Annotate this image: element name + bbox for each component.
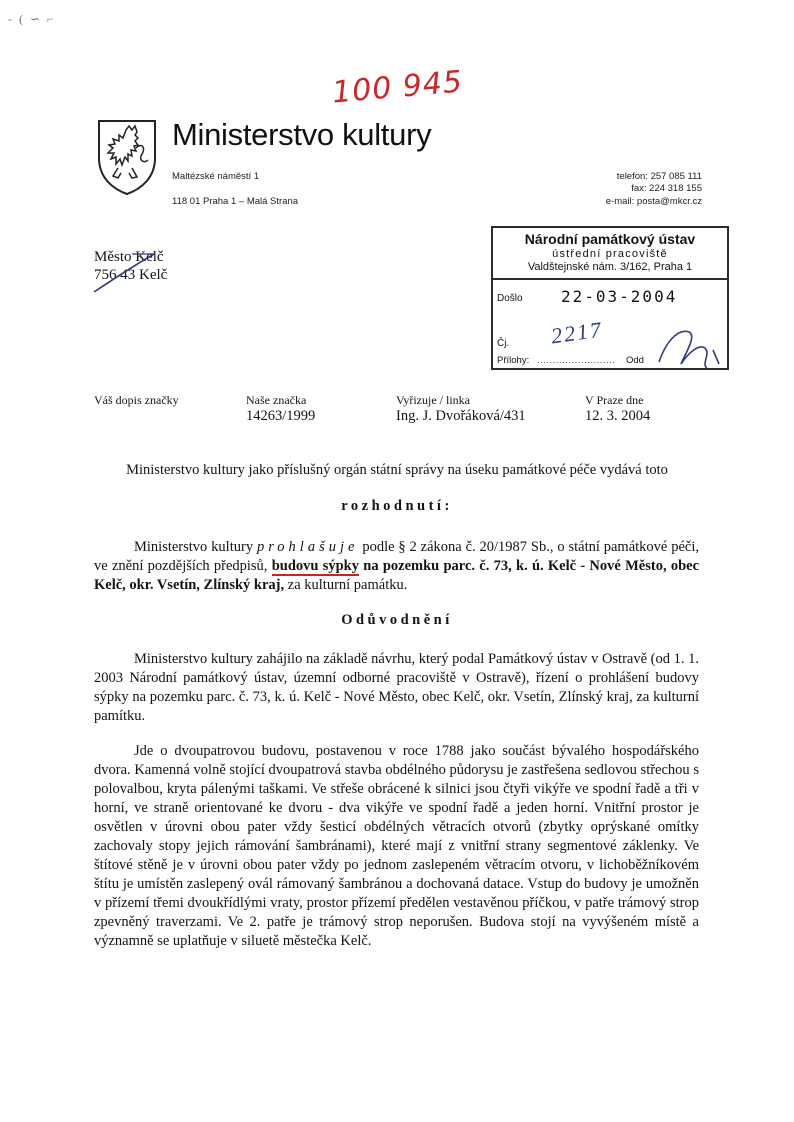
intro-line: Ministerstvo kultury jako příslušný orgán státní správy na úseku památkové péče vydává toto [126, 462, 668, 478]
stamp-attachments-label: Přílohy: [497, 355, 530, 366]
handwritten-number: 100 945 [330, 64, 465, 111]
registry-stamp [491, 226, 729, 370]
ref-place-label: V Praze dne [585, 393, 644, 407]
reasoning-paragraph [94, 650, 699, 726]
ministry-address-street: Maltézské náměstí 1 [172, 171, 260, 182]
stamp-ref-number: 2217 [549, 316, 605, 349]
reasoning-heading: Odůvodnění [341, 612, 453, 628]
reasoning-text-2: Jde o dvoupatrovou budovu, postavenou v roce 1788 jako součást bývalého hospodářského dvora. Kamenná volně stojící dvoupatrová stavba obdélného půdorysu je zastřešena sedlovou střechou s polovalbou, kryta pálenými taškami. Ve střeše obrácené k silnici jsou čtyři vikýře ve spodní řadě a tři v horní, ve straně orientované ke dvoru - dva vikýře ve spodní řadě a jeden horní. Vnitřní prostor je osvětlen v úrovni obou pater vždy šesticí obdélných větracích otvorů (zbytky oprýskané omítky zachovaly stopy jejich rámování šambránami), které mají z vnitřní strany segmentové záklenky. Ve štítové stěně je v úrovni obou pater vždy po jednom zaslepeném větracím otvoru, v lichoběžníkovém štítu je umístěn zaslepený ovál rámovaný šambránou a dochovaná datace. Vstup do budovy je umožněn v přízemí třemi dvoukřídlými vraty, prostor přízemí předělen vestavěnou příčkou, v patře trámový strop zpevněný traverzami. Ve 2. patře je trámový strop neporušen. Budova stojí na vyvýšeném místě a významně se uplatňuje v siluetě městečka Kelč. [94, 743, 699, 949]
recipient-line1: Město Kelč [94, 249, 164, 265]
ministry-address-city: 118 01 Praha 1 – Malá Strana [172, 196, 299, 207]
decision-text-law: podle § 2 zákona č. 20/1987 Sb., o státní památkové péči, ve znění pozdějších předpisů, [94, 539, 700, 574]
ref-date-value: 12. 3. 2004 [585, 408, 651, 424]
decision-text-start: Ministerstvo kultury [134, 539, 254, 555]
decision-text-end: za kulturní památku. [287, 577, 408, 593]
ref-ours-label: Naše značka [246, 393, 307, 407]
reasoning-paragraph [94, 742, 699, 951]
stamp-received-label: Došlo [497, 293, 523, 304]
decision-subject-underlined: budovu sýpky [271, 558, 359, 574]
coat-of-arms-logo [96, 118, 158, 196]
ministry-title: Ministerstvo kultury [172, 117, 432, 152]
ref-handler-value: Ing. J. Dvořáková/431 [396, 408, 526, 424]
stamp-ref-label: Čj. [497, 338, 510, 349]
decision-verb: prohlašuje [256, 539, 359, 555]
recipient-line2: 756 43 Kelč [94, 267, 168, 283]
ref-yours-label: Váš dopis značky [94, 393, 179, 407]
stamp-dept-label: Odd [626, 355, 644, 366]
stamp-subtitle: ústřední pracoviště [552, 248, 668, 260]
ref-ours-value: 14263/1999 [246, 408, 316, 424]
ministry-email: e-mail: posta@mkcr.cz [605, 196, 702, 207]
ministry-phone: telefon: 257 085 111 [616, 171, 702, 182]
stamp-attachments-dots: ......................... [537, 355, 616, 366]
stamp-received-date: 22-03-2004 [561, 287, 678, 306]
decision-paragraph [94, 538, 699, 595]
stamp-address: Valdštejnské nám. 3/162, Praha 1 [527, 261, 693, 273]
ministry-fax: fax: 224 318 155 [631, 183, 702, 194]
stamp-title: Národní památkový ústav [524, 231, 696, 247]
decision-subject-location: na pozemku parc. č. 73, k. ú. Kelč - Nové Město, obec Kelč, okr. Vsetín, Zlínský kraj, [94, 558, 700, 593]
reasoning-text-1: Ministerstvo kultury zahájilo na základě návrhu, který podal Památkový ústav v Ostravě (od 1. 1. 2003 Národní památkový ústav, územní odborné pracoviště v Ostravě), řízení o prohlášení budovy sýpky na pozemku parc. č. 73, k. ú. Kelč - Nové Město, obec Kelč, okr. Vsetín, Zlínský kraj, za kulturní pamítku. [94, 651, 699, 724]
handwritten-strikethrough [92, 250, 172, 296]
handwritten-signature [655, 324, 725, 370]
scan-mark: - ( ∽ ⌐ [8, 12, 56, 26]
ref-handler-label: Vyřizuje / linka [396, 393, 470, 407]
stamp-header [493, 228, 727, 280]
decision-heading: rozhodnutí: [341, 498, 453, 514]
